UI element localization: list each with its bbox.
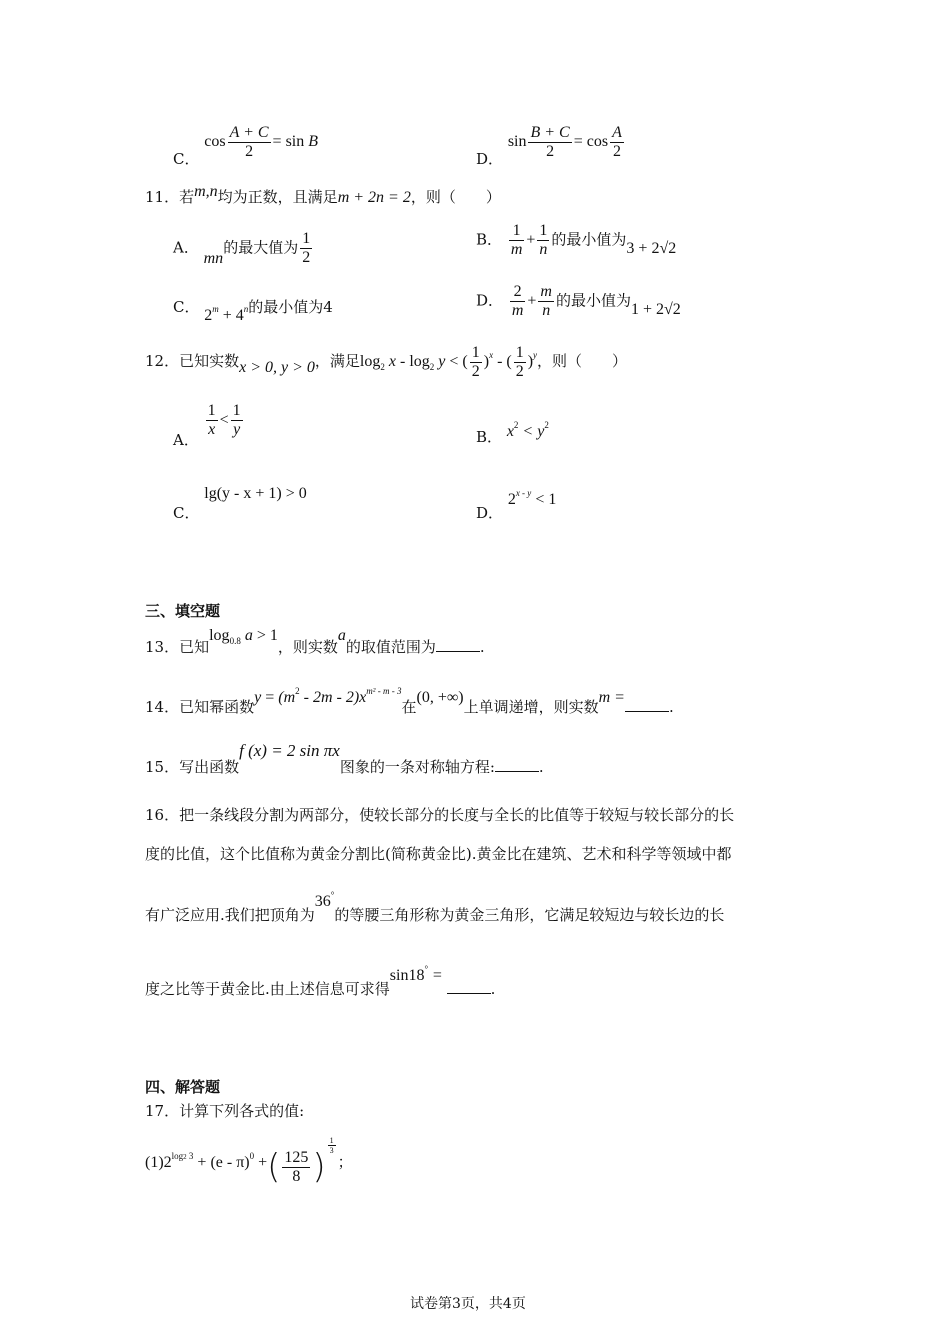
math-fraction: $\frac{1}{2}$: [302, 230, 311, 266]
math-fraction: $\frac{1}{x}$: [207, 402, 216, 438]
option-label: D．: [476, 291, 504, 310]
math-expression: $2^{log2 3} + (e - \pi)^0$ +: [163, 1151, 268, 1171]
q11-option-c: [173, 296, 333, 324]
q17-part1: [145, 1136, 353, 1187]
math-vars: m,n: [194, 183, 218, 200]
q11-stem: [145, 183, 501, 207]
question-text: ，则（ ）: [537, 352, 628, 371]
question-text: 在: [401, 698, 417, 716]
punctuation: .: [538, 758, 544, 776]
math-expression: $x^2 < y^2$: [506, 420, 549, 440]
math-var: m =: [598, 689, 625, 706]
question-text: 若: [179, 188, 195, 206]
question-text: 已知实数: [179, 352, 240, 371]
math-expression: $2^m + 4^n$: [204, 304, 249, 324]
question-text: ，满足: [314, 352, 360, 371]
degree-mark: °: [330, 890, 335, 900]
math-expression: $y = (m^2 - 2m - 2)x^{m^2 - m - 3}$: [254, 686, 402, 706]
question-number: 17．: [145, 1102, 180, 1120]
part-label: (1): [145, 1154, 164, 1171]
page-footer: 试卷第3页，共4页: [410, 1296, 526, 1312]
option-text: 的最小值为: [555, 291, 631, 310]
q16-line2: 度的比值，这个比值称为黄金分割比(简称黄金比).黄金比在建筑、艺术和科学等领域中都: [145, 845, 732, 863]
question-text: 度之比等于黄金比.由上述信息可求得: [145, 980, 390, 998]
math-equals: =: [432, 967, 442, 984]
punctuation: .: [479, 638, 485, 656]
degree-mark: °: [424, 964, 429, 974]
q12-option-b: [476, 420, 549, 447]
q10-option-d: [476, 124, 626, 169]
math-fraction: $\frac{m}{n}$: [540, 283, 552, 319]
math-expression: sin18: [389, 967, 425, 984]
q12-stem: [145, 344, 627, 381]
question-number: 14．: [145, 698, 180, 716]
math-expression: mn: [203, 249, 224, 267]
math-expression: lg(y - x + 1) > 0: [204, 485, 307, 502]
math-var: a: [337, 627, 346, 644]
math-expression: sin $\frac{B + C}{2}$ = cos $\frac{A}{2}$: [507, 124, 622, 160]
question-text: 计算下列各式的值:: [179, 1102, 305, 1120]
section-heading: 四、解答题: [145, 1078, 221, 1096]
q14: [145, 686, 674, 716]
option-label: A．: [173, 238, 199, 257]
question-text: 上单调递增，则实数: [463, 698, 599, 716]
math-value: 1 + 2√2: [630, 300, 681, 318]
option-label: C．: [173, 150, 200, 169]
q16-line4: [145, 964, 496, 998]
right-paren: ): [312, 1147, 326, 1187]
question-text: 已知: [179, 638, 210, 656]
q16-line3: [145, 890, 725, 924]
answer-blank[interactable]: [436, 639, 480, 652]
question-text: 的取值范围为: [345, 638, 436, 656]
math-expression: $2^{x - y} < 1$: [507, 488, 557, 508]
question-text: 图象的一条对称轴方程:: [339, 758, 495, 776]
option-label: C．: [173, 298, 200, 316]
question-text: ，则（ ）: [410, 188, 501, 206]
option-label: D．: [476, 150, 504, 169]
option-text: 的最小值为4: [248, 298, 333, 316]
left-paren: (: [267, 1147, 281, 1187]
q12-option-d: [476, 488, 557, 522]
q16-line1: [145, 804, 734, 825]
question-number: 15．: [145, 758, 180, 776]
question-text: 均为正数，且满足: [217, 188, 338, 206]
option-text: 的最小值为: [551, 230, 627, 249]
math-expression: cos $\frac{A + C}{2}$ = sin B: [204, 124, 319, 160]
question-text: 把一条线段分割为两部分，使较长部分的长度与全长的比值等于较短与较长部分的长: [179, 806, 735, 824]
math-interval: (0, +∞): [416, 689, 464, 706]
section-heading: 三、填空题: [145, 602, 221, 620]
answer-blank[interactable]: [447, 981, 491, 994]
math-fraction: $\frac{1}{n}$: [539, 222, 548, 258]
q11-option-b: B． $\frac{1}{m}$ + $\frac{1}{n}$ 的最小值为3 + 2√2: [476, 222, 677, 258]
answer-blank[interactable]: [625, 699, 669, 712]
q10-option-c: [173, 124, 319, 169]
question-text: ，则实数: [277, 638, 338, 656]
question-text: 的等腰三角形称为黄金三角形，它满足较短边与较长边的长: [334, 906, 725, 924]
math-condition: x > 0, y > 0: [239, 359, 315, 377]
question-text: 写出函数: [179, 758, 240, 776]
q12-option-c: [173, 482, 307, 522]
option-label: D．: [476, 504, 504, 522]
q13: [145, 624, 485, 656]
question-number: 13．: [145, 638, 180, 656]
question-number: 11．: [145, 188, 180, 206]
math-value: 3 + 2√2: [626, 239, 677, 257]
q15: [145, 740, 544, 776]
option-label: C．: [173, 504, 200, 522]
q17-stem: [145, 1100, 304, 1121]
option-text: 的最大值为: [223, 238, 299, 257]
exponent-fraction: $\frac{1}{3}$: [329, 1136, 334, 1155]
question-number: 12．: [145, 352, 180, 371]
q12-option-a: A． $\frac{1}{x}$ < $\frac{1}{y}$: [173, 402, 241, 449]
answer-blank[interactable]: [495, 759, 539, 772]
question-text: 有广泛应用.我们把顶角为: [145, 906, 315, 924]
option-label: B．: [476, 230, 503, 249]
punctuation: .: [490, 980, 496, 998]
punctuation: ；: [337, 1153, 353, 1171]
math-expression: f (x) = 2 sin πx: [239, 741, 340, 760]
math-fraction: $\frac{1}{m}$: [510, 222, 523, 258]
q11-option-a: [173, 230, 314, 267]
option-label: B．: [476, 428, 503, 446]
math-fraction: $\frac{2}{m}$: [511, 283, 524, 319]
math-inequality: $\log_{0.8} a > 1$: [209, 627, 278, 646]
question-text: 已知幂函数: [179, 698, 255, 716]
question-number: 16．: [145, 806, 180, 824]
punctuation: .: [668, 698, 674, 716]
option-label: A．: [173, 430, 199, 449]
math-angle: 36: [314, 893, 331, 910]
math-inequality: $\log_2 x - \log_2 y$ < ( $\frac{1}{2}$ )$^x$ - ( $\frac{1}{2}$ )$^y$: [359, 344, 538, 380]
q11-option-d: D． $\frac{2}{m}$ + $\frac{m}{n}$ 的最小值为1 + 2√2: [476, 283, 681, 319]
math-fraction: $\frac{125}{8}$: [284, 1148, 309, 1185]
math-condition: m + 2n = 2: [337, 189, 411, 206]
math-fraction: $\frac{1}{y}$: [232, 402, 241, 438]
